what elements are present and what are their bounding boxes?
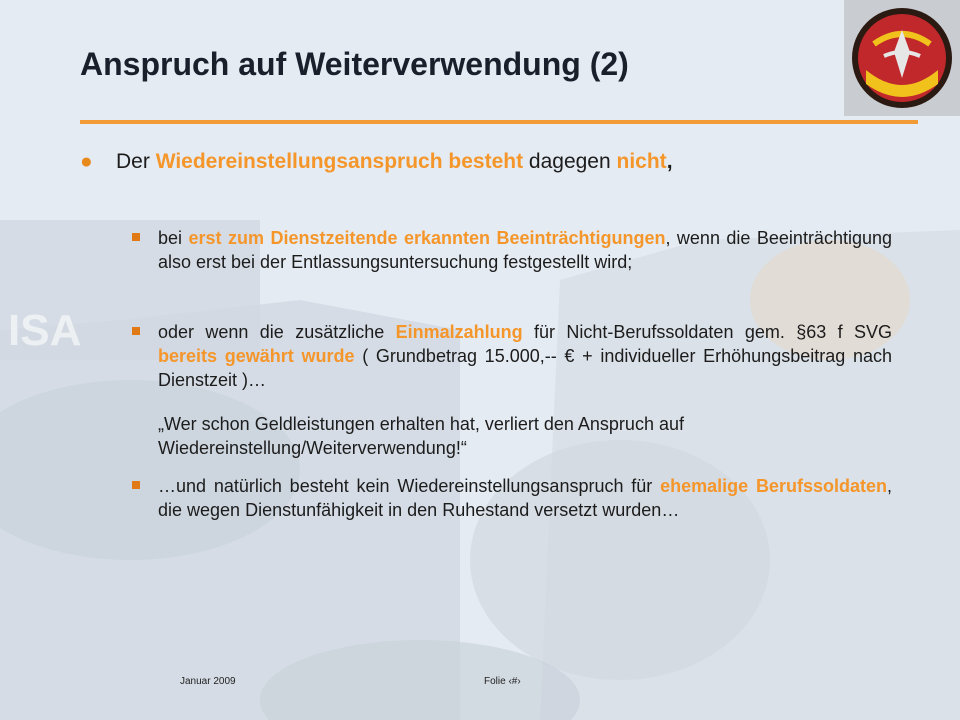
footer-page-number: Folie ‹#› (484, 676, 521, 687)
square-bullet-icon (132, 233, 140, 241)
highlight-text: Wiedereinstellungsanspruch besteht (155, 150, 524, 173)
bullet-text: oder wenn die zusätzliche (158, 322, 396, 342)
emblem-badge (844, 0, 960, 116)
sub-bullet-2 (132, 320, 892, 392)
square-bullet-icon (132, 327, 140, 335)
highlight-text: bereits gewährt wurde (158, 346, 355, 366)
bullet-text: …und natürlich besteht kein Wiedereinstellungsanspruch für (158, 476, 661, 496)
highlight-text: Einmalzahlung (395, 322, 523, 342)
bullet-text: ( Grundbetrag 15.000,-- € + individueller Erhöhungsbeitrag nach Dienstzeit )… (158, 346, 892, 390)
bullet-text: , die wegen Dienstunfähigkeit in den Ruhestand versetzt wurden… (158, 476, 892, 520)
square-bullet-icon (132, 481, 140, 489)
footer-date: Januar 2009 (180, 676, 236, 687)
title-divider (80, 120, 918, 124)
bullet-text: bei (158, 228, 189, 248)
bullet-dot-icon: ● (80, 150, 93, 173)
bullet-text: für Nicht-Berufssoldaten gem. §63 f SVG (522, 322, 893, 342)
main-point-text: dagegen (523, 150, 617, 173)
emblem-icon (844, 0, 960, 116)
slide-title: Anspruch auf Weiterverwendung (2) (80, 46, 629, 82)
highlight-text: erst zum Dienstzeitende erkannten Beeinträchtigungen (188, 228, 666, 248)
main-point-text: Der (116, 150, 156, 173)
main-point (80, 150, 673, 174)
quote-text: „Wer schon Geldleistungen erhalten hat, verliert den Anspruch auf Wiedereinstellung/Weiterverwendung!“ (158, 414, 684, 458)
main-point-text: , (666, 150, 673, 173)
highlight-text: ehemalige Berufssoldaten (660, 476, 887, 496)
svg-text:ISA: ISA (8, 306, 82, 355)
sub-bullet-1 (132, 226, 892, 274)
sub-bullet-3 (132, 474, 892, 522)
highlight-text: nicht (616, 150, 667, 173)
bullet-text: , wenn die Beeinträchtigung also erst bei der Entlassungsuntersuchung festgestellt wird; (158, 228, 892, 272)
